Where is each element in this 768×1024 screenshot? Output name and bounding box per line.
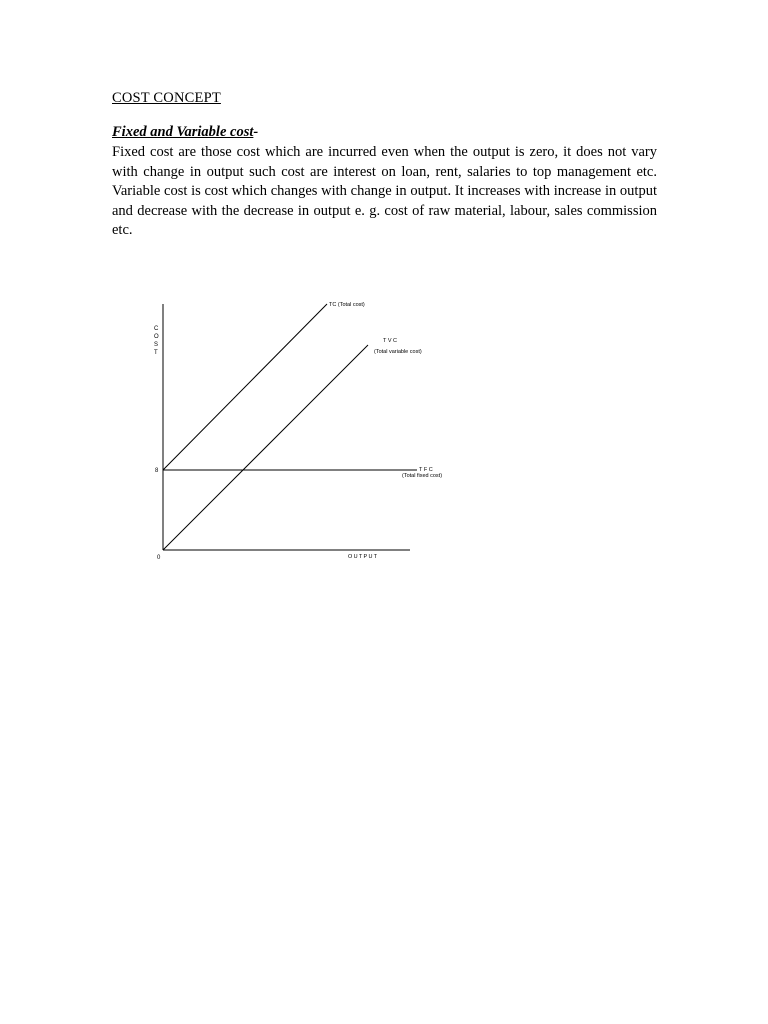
y-axis-letter-c: C: [154, 326, 159, 332]
page-title: COST CONCEPT: [112, 90, 221, 106]
y-axis-letter-t: T: [154, 350, 158, 356]
section-heading-text: Fixed and Variable cost: [112, 124, 254, 140]
body-paragraph: Fixed cost are those cost which are incurred even when the output is zero, it does not vary with change in output such cost are interest on loan, rent, salaries to top management etc. Variable cost is cost which changes with change in output. It increases with increase in output and decrease with the decrease in output e. g. cost of raw material, labour, sales commission etc.: [112, 144, 657, 238]
y-intercept-label: 8: [155, 468, 159, 474]
tc-line: [163, 304, 327, 470]
y-axis-letter-s: S: [154, 342, 159, 348]
tfc-sublabel: (Total fixed cost): [402, 473, 443, 479]
section-heading: [112, 124, 258, 141]
tvc-label: TVC: [383, 338, 399, 344]
tvc-line: [163, 345, 368, 550]
y-axis-letter-o: O: [154, 334, 159, 340]
origin-label: 0: [157, 555, 161, 561]
tc-label: TC (Total cost): [329, 302, 365, 308]
tfc-label: TFC: [419, 467, 435, 473]
tvc-sublabel: (Total variable cost): [374, 349, 422, 355]
x-axis-label: OUTPUT: [348, 554, 379, 560]
section-heading-dash: -: [253, 124, 259, 140]
